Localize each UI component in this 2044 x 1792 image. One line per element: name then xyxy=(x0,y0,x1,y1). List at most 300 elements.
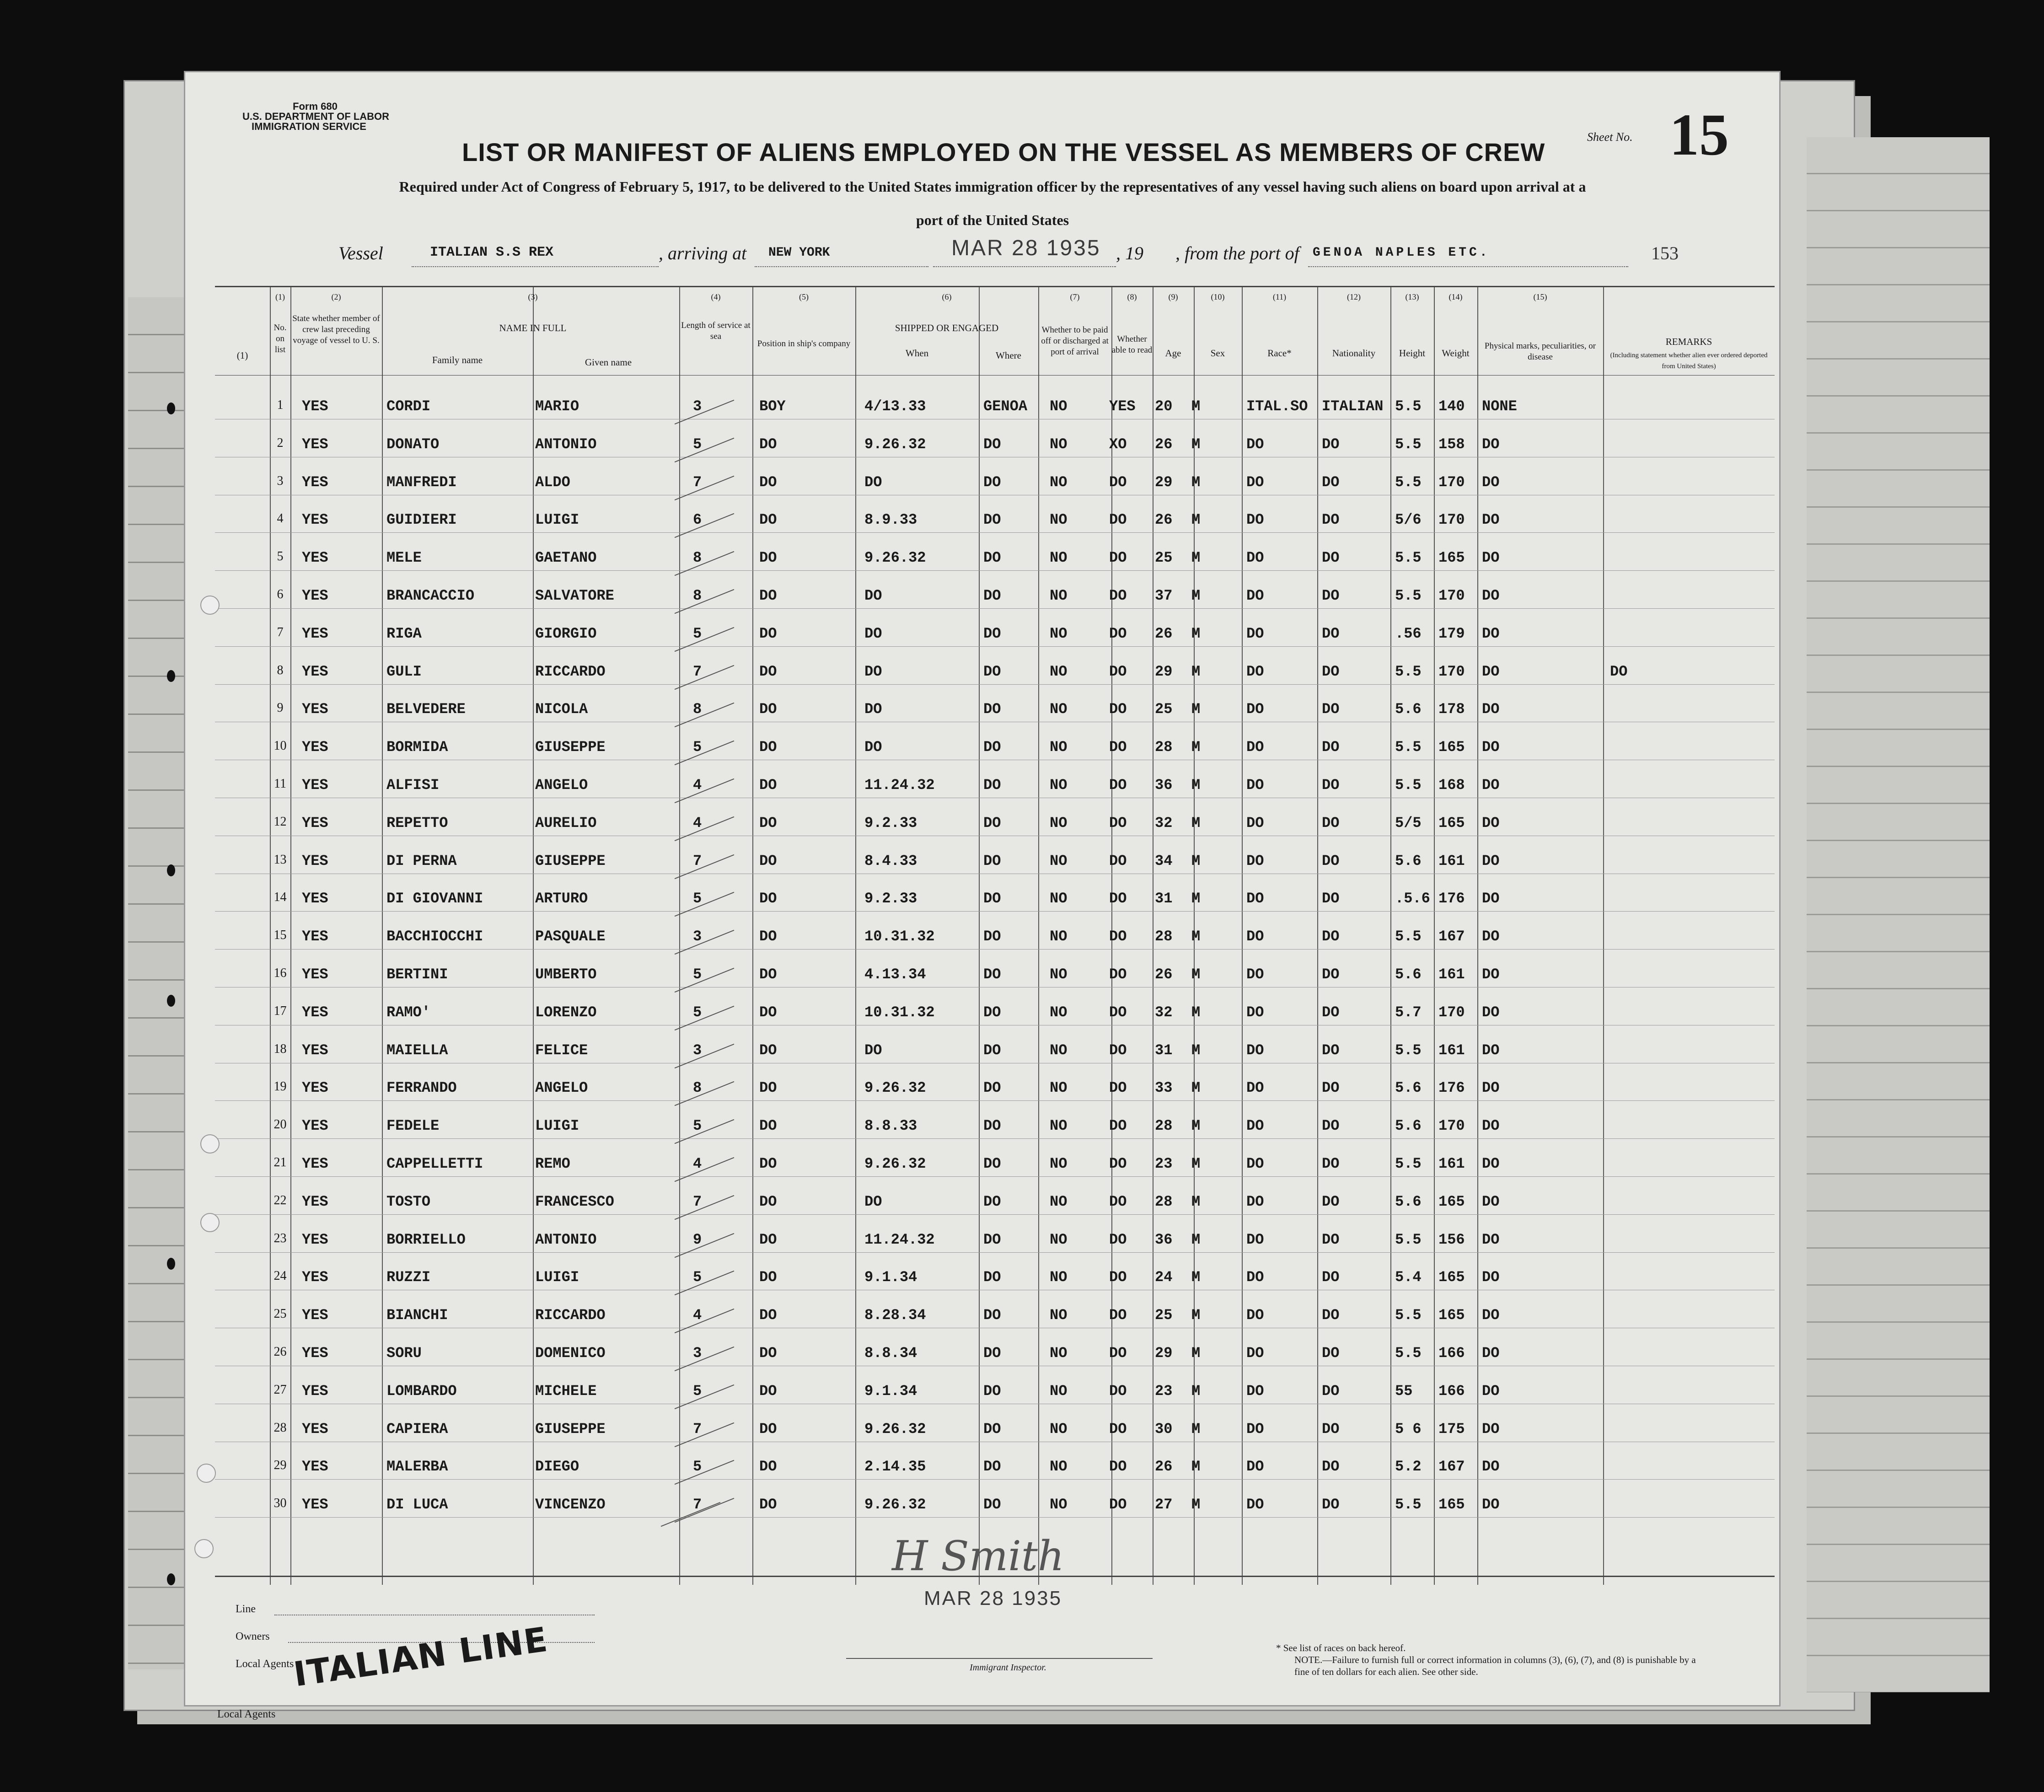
cell-crew: YES xyxy=(302,890,328,907)
cell-weight: 176 xyxy=(1438,890,1465,907)
cell-no: 5 xyxy=(277,549,284,564)
year-prefix: , 19 xyxy=(1116,243,1143,263)
arriving-port: NEW YORK xyxy=(768,246,830,260)
cell-read: DO xyxy=(1109,1420,1127,1438)
cell-weight: 170 xyxy=(1438,473,1465,491)
cell-sex: M xyxy=(1191,777,1201,794)
cell-height: 5.6 xyxy=(1395,701,1422,718)
cell-height: 5.6 xyxy=(1395,852,1422,869)
cell-paid: NO xyxy=(1050,777,1068,794)
cell-service: 6 xyxy=(693,511,702,529)
cell-when: 4.13.34 xyxy=(864,966,926,983)
cell-nat: DO xyxy=(1322,435,1340,453)
cell-nat: DO xyxy=(1322,928,1340,945)
cell-read: DO xyxy=(1109,473,1127,491)
cell-race: DO xyxy=(1246,663,1264,680)
cell-given: ANGELO xyxy=(535,777,588,794)
cell-height: 5.5 xyxy=(1395,1307,1422,1324)
cell-read: DO xyxy=(1109,1003,1127,1021)
cell-when: 8.28.34 xyxy=(864,1307,926,1324)
cell-no: 7 xyxy=(277,625,284,639)
cell-read: DO xyxy=(1109,1345,1127,1362)
cell-when: 9.1.34 xyxy=(864,1382,917,1400)
cell-service: 8 xyxy=(693,701,702,718)
punch-mark xyxy=(167,995,175,1007)
cell-weight: 165 xyxy=(1438,1269,1465,1286)
cell-sex: M xyxy=(1191,435,1201,453)
cell-no: 27 xyxy=(274,1382,287,1397)
cell-age: 33 xyxy=(1155,1079,1173,1097)
cell-family: CAPIERA xyxy=(386,1420,448,1438)
cell-height: 5.5 xyxy=(1395,928,1422,945)
cell-given: LUIGI xyxy=(535,1117,579,1135)
cell-where: DO xyxy=(983,852,1001,869)
row-rule xyxy=(215,1252,1775,1253)
cell-height: 5.5 xyxy=(1395,1155,1422,1172)
cell-position: DO xyxy=(759,1496,777,1513)
cell-height: 5.5 xyxy=(1395,1345,1422,1362)
cell-service: 3 xyxy=(693,1041,702,1059)
col-header-weight: Weight xyxy=(1442,348,1470,359)
cell-position: DO xyxy=(759,549,777,567)
cell-paid: NO xyxy=(1050,1382,1068,1400)
cell-sex: M xyxy=(1191,1307,1201,1324)
cell-marks: DO xyxy=(1482,814,1500,832)
cell-service: 5 xyxy=(693,435,702,453)
cell-height: .56 xyxy=(1395,625,1422,642)
cell-crew: YES xyxy=(302,928,328,945)
col-header-crew-status: State whether member of crew last preceding voyage of vessel to U. S. xyxy=(292,314,380,345)
header-rule xyxy=(215,375,1775,376)
cell-weight: 170 xyxy=(1438,663,1465,680)
from-port-label: , from the port of xyxy=(1175,243,1299,263)
cell-age: 26 xyxy=(1155,511,1173,529)
cell-age: 29 xyxy=(1155,1345,1173,1362)
cell-family: MELE xyxy=(386,549,422,567)
cell-nat: DO xyxy=(1322,1420,1340,1438)
cell-when: 9.26.32 xyxy=(864,1496,926,1513)
cell-where: DO xyxy=(983,890,1001,907)
cell-service: 5 xyxy=(693,890,702,907)
cell-marks: DO xyxy=(1482,1193,1500,1210)
cell-crew: YES xyxy=(302,701,328,718)
cell-when: DO xyxy=(864,701,882,718)
cell-where: DO xyxy=(983,663,1001,680)
row-rule xyxy=(215,532,1775,533)
cell-sex: M xyxy=(1191,1041,1201,1059)
cell-family: CORDI xyxy=(386,398,431,415)
cell-age: 32 xyxy=(1155,814,1173,832)
cell-read: DO xyxy=(1109,1117,1127,1135)
cell-when: 9.2.33 xyxy=(864,890,917,907)
cell-weight: 140 xyxy=(1438,398,1465,415)
cell-crew: YES xyxy=(302,966,328,983)
cell-no: 11 xyxy=(274,777,286,791)
cell-paid: NO xyxy=(1050,1003,1068,1021)
cell-family: MALERBA xyxy=(386,1458,448,1475)
punch-mark xyxy=(167,1258,175,1270)
cell-service: 7 xyxy=(693,1420,702,1438)
cell-no: 4 xyxy=(277,511,284,526)
cell-position: DO xyxy=(759,1117,777,1135)
cell-read: DO xyxy=(1109,1155,1127,1172)
cell-family: BELVEDERE xyxy=(386,701,466,718)
col-header-age: Age xyxy=(1165,348,1181,359)
cell-no: 8 xyxy=(277,663,284,677)
cell-given: SALVATORE xyxy=(535,587,614,604)
cell-where: DO xyxy=(983,1496,1001,1513)
cell-given: UMBERTO xyxy=(535,966,597,983)
cell-weight: 161 xyxy=(1438,966,1465,983)
cell-family: BIANCHI xyxy=(386,1307,448,1324)
cell-no: 1 xyxy=(277,398,284,412)
cell-weight: 161 xyxy=(1438,852,1465,869)
cell-paid: NO xyxy=(1050,473,1068,491)
cell-crew: YES xyxy=(302,1231,328,1248)
cell-marks: DO xyxy=(1482,663,1500,680)
cell-position: DO xyxy=(759,1307,777,1324)
cell-weight: 165 xyxy=(1438,1496,1465,1513)
cell-marks: DO xyxy=(1482,1041,1500,1059)
row-rule xyxy=(215,646,1775,647)
cell-where: DO xyxy=(983,1420,1001,1438)
cell-family: BORMIDA xyxy=(386,739,448,756)
cell-read: XO xyxy=(1109,435,1127,453)
cell-age: 32 xyxy=(1155,1003,1173,1021)
cell-height: 5.5 xyxy=(1395,739,1422,756)
cell-height: 5.7 xyxy=(1395,1003,1422,1021)
cell-age: 25 xyxy=(1155,701,1173,718)
cell-position: DO xyxy=(759,1003,777,1021)
col-header-where: Where xyxy=(996,350,1021,361)
cell-paid: NO xyxy=(1050,1079,1068,1097)
binder-hole xyxy=(200,1134,220,1154)
cell-nat: DO xyxy=(1322,1193,1340,1210)
cell-no: 18 xyxy=(274,1041,287,1056)
cell-paid: NO xyxy=(1050,1231,1068,1248)
cell-given: RICCARDO xyxy=(535,663,606,680)
col-number: (6) xyxy=(942,292,952,301)
cell-nat: DO xyxy=(1322,625,1340,642)
cell-height: 5.6 xyxy=(1395,1193,1422,1210)
cell-race: DO xyxy=(1246,1420,1264,1438)
cell-sex: M xyxy=(1191,1155,1201,1172)
cell-age: 31 xyxy=(1155,890,1173,907)
column-rule xyxy=(533,286,534,1585)
cell-sex: M xyxy=(1191,1003,1201,1021)
cell-sex: M xyxy=(1191,966,1201,983)
cell-position: DO xyxy=(759,435,777,453)
cell-age: 28 xyxy=(1155,739,1173,756)
cell-read: DO xyxy=(1109,966,1127,983)
penalty-note: NOTE.—Failure to furnish full or correct information in columns (3), (6), (7), and (8) is punishable by a fine of ten dollars for each alien. See other side. xyxy=(1294,1654,1696,1677)
cell-paid: NO xyxy=(1050,928,1068,945)
cell-given: PASQUALE xyxy=(535,928,606,945)
cell-no: 3 xyxy=(277,473,284,488)
form-header xyxy=(242,102,389,132)
cell-service: 8 xyxy=(693,1079,702,1097)
cell-weight: 166 xyxy=(1438,1382,1465,1400)
cell-weight: 165 xyxy=(1438,814,1465,832)
cell-family: MANFREDI xyxy=(386,473,457,491)
cell-marks: DO xyxy=(1482,1345,1500,1362)
cell-race: ITAL.SO xyxy=(1246,398,1308,415)
cell-family: MAIELLA xyxy=(386,1041,448,1059)
cell-paid: NO xyxy=(1050,1193,1068,1210)
cell-where: DO xyxy=(983,966,1001,983)
cell-paid: NO xyxy=(1050,890,1068,907)
cell-read: DO xyxy=(1109,549,1127,567)
cell-paid: NO xyxy=(1050,739,1068,756)
cell-when: 9.26.32 xyxy=(864,1079,926,1097)
binder-hole xyxy=(200,1213,220,1232)
col-number: (7) xyxy=(1070,292,1080,301)
cell-age: 29 xyxy=(1155,663,1173,680)
cell-marks: DO xyxy=(1482,966,1500,983)
cell-sex: M xyxy=(1191,1458,1201,1475)
cell-when: 11.24.32 xyxy=(864,1231,935,1248)
cell-position: DO xyxy=(759,1269,777,1286)
cell-where: DO xyxy=(983,511,1001,529)
cell-age: 28 xyxy=(1155,1117,1173,1135)
cell-race: DO xyxy=(1246,1041,1264,1059)
cell-marks: DO xyxy=(1482,1079,1500,1097)
cell-paid: NO xyxy=(1050,1117,1068,1135)
cell-position: DO xyxy=(759,511,777,529)
cell-service: 7 xyxy=(693,663,702,680)
cell-race: DO xyxy=(1246,1458,1264,1475)
cell-position: DO xyxy=(759,1155,777,1172)
cell-age: 26 xyxy=(1155,435,1173,453)
cell-no: 14 xyxy=(274,890,287,905)
cell-position: DO xyxy=(759,1079,777,1097)
cell-service: 7 xyxy=(693,1496,702,1513)
cell-nat: DO xyxy=(1322,1041,1340,1059)
row-rule xyxy=(215,911,1775,912)
cell-read: DO xyxy=(1109,928,1127,945)
cell-position: BOY xyxy=(759,398,786,415)
col-number: (5) xyxy=(799,292,809,301)
cell-nat: DO xyxy=(1322,473,1340,491)
cell-paid: NO xyxy=(1050,549,1068,567)
cell-service: 4 xyxy=(693,1307,702,1324)
cell-weight: 178 xyxy=(1438,701,1465,718)
cell-service: 5 xyxy=(693,1003,702,1021)
cell-given: ALDO xyxy=(535,473,570,491)
cell-marks: DO xyxy=(1482,473,1500,491)
cell-race: DO xyxy=(1246,1345,1264,1362)
binder-hole xyxy=(194,1539,214,1558)
cell-no: 2 xyxy=(277,435,284,450)
cell-nat: DO xyxy=(1322,890,1340,907)
punch-mark xyxy=(167,402,175,414)
cell-position: DO xyxy=(759,814,777,832)
manifest-table xyxy=(215,286,1775,1585)
col-number: (3) xyxy=(528,292,538,301)
cell-position: DO xyxy=(759,1041,777,1059)
cell-no: 29 xyxy=(274,1458,287,1473)
col-header-remarks-sub: (Including statement whether alien ever ordered deported from United States) xyxy=(1610,352,1768,370)
cell-age: 29 xyxy=(1155,473,1173,491)
cell-read: DO xyxy=(1109,1041,1127,1059)
col-header-paid-off: Whether to be paid off or discharged at port of arrival xyxy=(1041,325,1109,357)
cell-no: 17 xyxy=(274,1003,287,1018)
cell-weight: 168 xyxy=(1438,777,1465,794)
cell-sex: M xyxy=(1191,1231,1201,1248)
cell-paid: NO xyxy=(1050,1307,1068,1324)
cell-where: DO xyxy=(983,1231,1001,1248)
col-number: (2) xyxy=(331,292,341,301)
cell-weight: 175 xyxy=(1438,1420,1465,1438)
immigrant-inspector-label: Immigrant Inspector. xyxy=(970,1663,1046,1673)
cell-given: ARTURO xyxy=(535,890,588,907)
cell-family: RAMO' xyxy=(386,1003,431,1021)
cell-nat: DO xyxy=(1322,739,1340,756)
cell-age: 37 xyxy=(1155,587,1173,604)
footer-owners-label: Owners xyxy=(236,1631,270,1642)
cell-sex: M xyxy=(1191,398,1201,415)
col-header-shipped: SHIPPED OR ENGAGED xyxy=(895,322,999,333)
cell-given: FRANCESCO xyxy=(535,1193,614,1210)
cell-race: DO xyxy=(1246,1155,1264,1172)
cell-crew: YES xyxy=(302,1458,328,1475)
cell-nat: DO xyxy=(1322,587,1340,604)
cell-family: RIGA xyxy=(386,625,422,642)
cell-no: 25 xyxy=(274,1307,287,1321)
cell-where: DO xyxy=(983,928,1001,945)
cell-height: 5.5 xyxy=(1395,1041,1422,1059)
column-rule xyxy=(1317,286,1318,1585)
cell-where: DO xyxy=(983,1458,1001,1475)
cell-crew: YES xyxy=(302,1307,328,1324)
punch-mark xyxy=(167,1573,175,1585)
cell-nat: DO xyxy=(1322,1382,1340,1400)
cell-paid: NO xyxy=(1050,1155,1068,1172)
cell-read: YES xyxy=(1109,398,1136,415)
cell-where: DO xyxy=(983,587,1001,604)
cell-race: DO xyxy=(1246,777,1264,794)
column-rule xyxy=(382,286,383,1585)
row-rule xyxy=(215,570,1775,571)
cell-paid: NO xyxy=(1050,1041,1068,1059)
cell-no: 28 xyxy=(274,1420,287,1435)
cell-service: 4 xyxy=(693,814,702,832)
cell-race: DO xyxy=(1246,625,1264,642)
cell-nat: DO xyxy=(1322,1003,1340,1021)
form-number: Form 680 xyxy=(293,101,338,112)
races-note-line: * See list of races on back hereof. xyxy=(1276,1642,1406,1653)
punch-mark xyxy=(167,864,175,876)
cell-when: 10.31.32 xyxy=(864,1003,935,1021)
col-header-family-name: Family name xyxy=(432,354,483,365)
col-number: (10) xyxy=(1211,292,1225,301)
cell-where: DO xyxy=(983,1079,1001,1097)
cell-paid: NO xyxy=(1050,663,1068,680)
cell-where: DO xyxy=(983,814,1001,832)
cell-position: DO xyxy=(759,587,777,604)
cell-age: 30 xyxy=(1155,1420,1173,1438)
cell-read: DO xyxy=(1109,1496,1127,1513)
page-title: LIST OR MANIFEST OF ALIENS EMPLOYED ON THE VESSEL AS MEMBERS OF CREW xyxy=(462,138,1545,166)
cell-given: DIEGO xyxy=(535,1458,579,1475)
cell-no: 15 xyxy=(274,928,287,943)
cell-marks: DO xyxy=(1482,625,1500,642)
cell-age: 28 xyxy=(1155,1193,1173,1210)
cell-family: BORRIELLO xyxy=(386,1231,466,1248)
cell-race: DO xyxy=(1246,739,1264,756)
cell-position: DO xyxy=(759,1345,777,1362)
cell-given: RICCARDO xyxy=(535,1307,606,1324)
cell-when: DO xyxy=(864,663,882,680)
cell-given: LUIGI xyxy=(535,511,579,529)
cell-read: DO xyxy=(1109,587,1127,604)
col-number: (1) xyxy=(275,292,285,301)
col-number: (9) xyxy=(1168,292,1178,301)
cell-read: DO xyxy=(1109,890,1127,907)
cell-weight: 165 xyxy=(1438,549,1465,567)
cell-service: 8 xyxy=(693,549,702,567)
cell-marks: DO xyxy=(1482,1496,1500,1513)
cell-marks: DO xyxy=(1482,549,1500,567)
cell-weight: 170 xyxy=(1438,587,1465,604)
cell-marks: DO xyxy=(1482,701,1500,718)
cell-no: 9 xyxy=(277,701,284,715)
cell-service: 5 xyxy=(693,1458,702,1475)
cell-crew: YES xyxy=(302,1193,328,1210)
cell-crew: YES xyxy=(302,1041,328,1059)
cell-height: 5.4 xyxy=(1395,1269,1422,1286)
col-header-height: Height xyxy=(1399,348,1426,359)
cell-crew: YES xyxy=(302,1345,328,1362)
cell-position: DO xyxy=(759,1382,777,1400)
cell-no: 19 xyxy=(274,1079,287,1094)
cell-weight: 158 xyxy=(1438,435,1465,453)
cell-where: DO xyxy=(983,1382,1001,1400)
italian-line-stamp: ITALIAN LINE xyxy=(291,1620,551,1695)
cell-when: 9.26.32 xyxy=(864,1420,926,1438)
cell-service: 7 xyxy=(693,473,702,491)
cell-given: GIUSEPPE xyxy=(535,852,606,869)
cell-read: DO xyxy=(1109,1307,1127,1324)
cell-height: 5.5 xyxy=(1395,473,1422,491)
cell-crew: YES xyxy=(302,663,328,680)
cell-no: 16 xyxy=(274,966,287,980)
cell-position: DO xyxy=(759,1193,777,1210)
cell-weight: 170 xyxy=(1438,1117,1465,1135)
cell-weight: 165 xyxy=(1438,1307,1465,1324)
cell-position: DO xyxy=(759,663,777,680)
cell-where: GENOA xyxy=(983,398,1028,415)
cell-sex: M xyxy=(1191,1117,1201,1135)
cell-crew: YES xyxy=(302,398,328,415)
cell-position: DO xyxy=(759,1420,777,1438)
cell-race: DO xyxy=(1246,1231,1264,1248)
cell-given: GIORGIO xyxy=(535,625,597,642)
cell-no: 12 xyxy=(274,814,287,829)
cell-crew: YES xyxy=(302,625,328,642)
column-rule xyxy=(752,286,753,1585)
cell-marks: DO xyxy=(1482,1231,1500,1248)
cell-paid: NO xyxy=(1050,1496,1068,1513)
column-rule xyxy=(290,286,291,1585)
cell-crew: YES xyxy=(302,511,328,529)
cell-family: DI LUCA xyxy=(386,1496,448,1513)
cell-age: 25 xyxy=(1155,1307,1173,1324)
cell-nat: DO xyxy=(1322,814,1340,832)
row-rule xyxy=(215,1214,1775,1215)
col-header-sex: Sex xyxy=(1210,348,1225,359)
cell-sex: M xyxy=(1191,473,1201,491)
